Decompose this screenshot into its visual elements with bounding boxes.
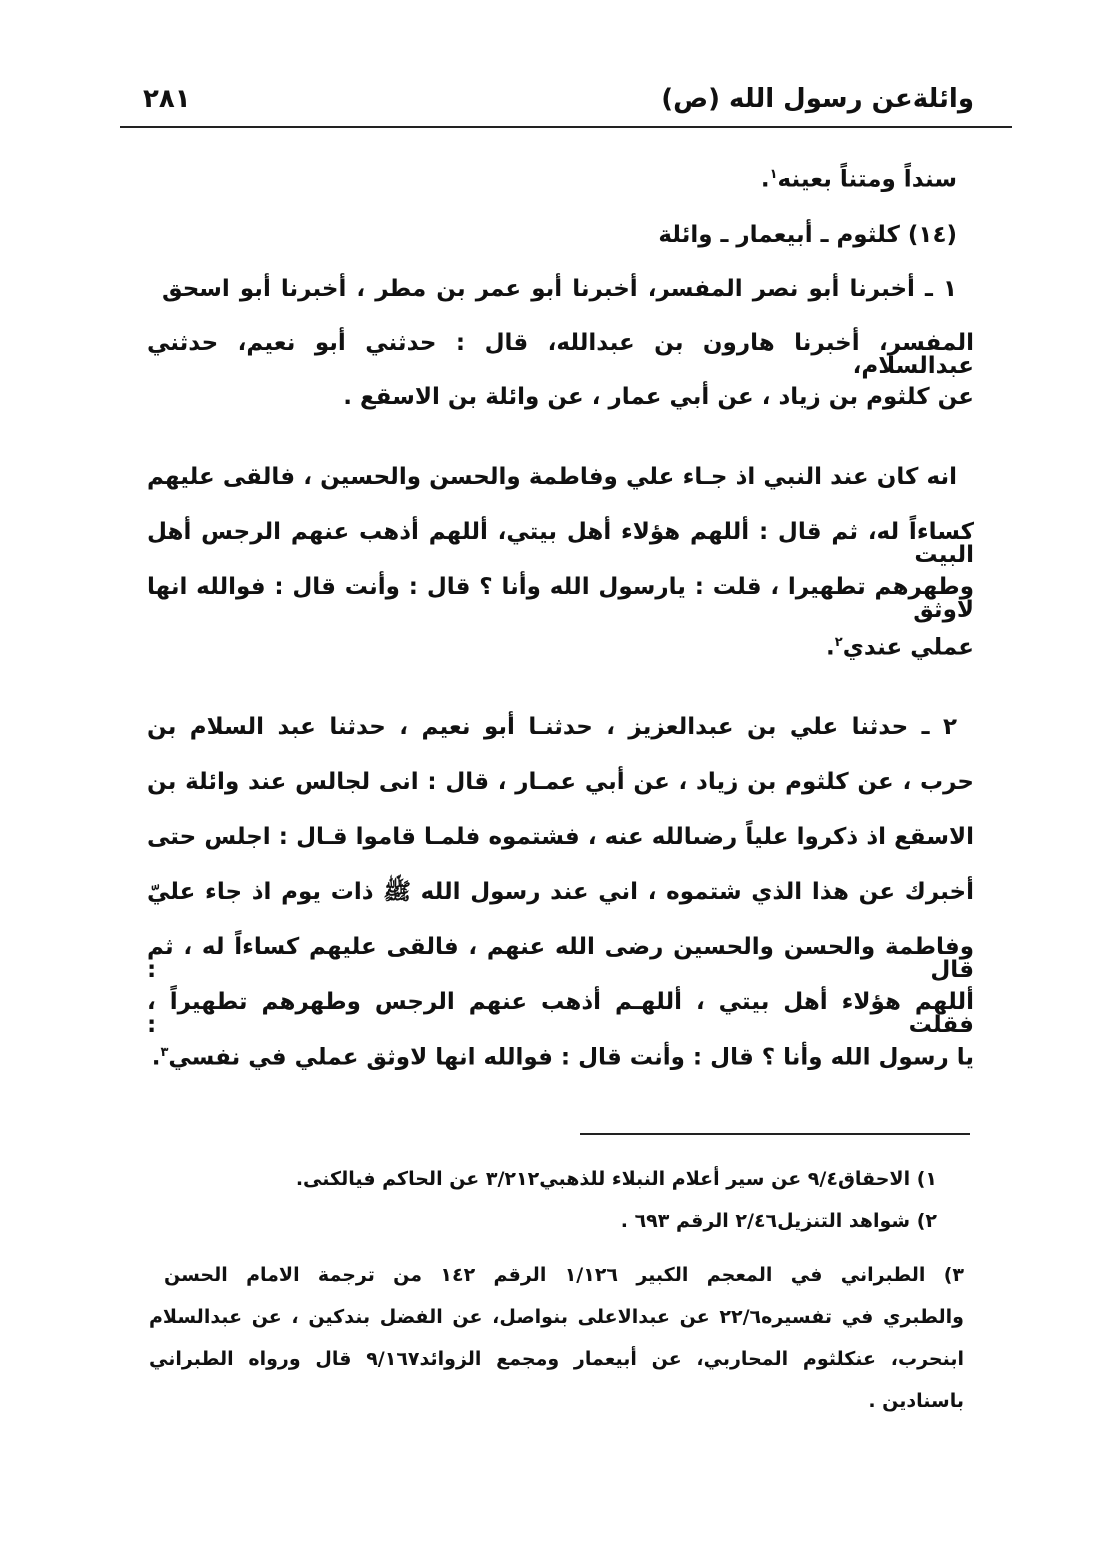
footnote-rule — [580, 1133, 970, 1135]
text-line: أخبرك عن هذا الذي شتموه ، اني عند رسول الله ﷺ ذات يوم اذ جاء عليّ — [147, 879, 974, 905]
line-text: عملي عندي — [842, 634, 974, 661]
text-line: حرب ، عن كلثوم بن زياد ، عن أبي عمـار ، قال : انى لجالس عند وائلة بن — [147, 769, 974, 795]
text-line: وفاطمة والحسن والحسين رضى الله عنهم ، فالقى عليهم كساءاً له ، ثم قال : — [147, 934, 974, 983]
footnote-ref: ٣ — [160, 1045, 169, 1060]
text-line: الاسقع اذ ذكروا علياً رضىالله عنه ، فشتموه فلمـا قاموا قـال : اجلس حتى — [147, 824, 974, 850]
text-line: ٢ ـ حدثنا علي بن عبدالعزيز ، حدثنـا أبو نعيم ، حدثنا عبد السلام بن — [147, 714, 957, 740]
text-line: كساءاً له، ثم قال : أللهم هؤلاء أهل بيتي، أللهم أذهب عنهم الرجس أهل البيت — [147, 519, 974, 568]
footnote: ٣) الطبراني في المعجم الكبير ١/١٢٦ الرقم ١٤٢ من ترجمة الامام الحسن — [164, 1264, 964, 1286]
text-line: ١ ـ أخبرنا أبو نصر المفسر، أخبرنا أبو عمر بن مطر ، أخبرنا أبو اسحق — [162, 276, 957, 302]
footnote: ٢) شواهد التنزيل٢/٤٦ الرقم ٦٩٣ . — [620, 1210, 937, 1232]
line-text: يا رسول الله وأنا ؟ قال : وأنت قال : فوالله انها لاوثق عملي في نفسي — [168, 1044, 974, 1071]
footnote-ref: ١ — [769, 167, 778, 182]
section-heading: (١٤) كلثوم ـ أبيعمار ـ وائلة — [658, 222, 957, 248]
header-title: وائلةعن رسول الله (ص) — [661, 84, 974, 114]
footnote: ابنحرب، عنكلثوم المحاربي، عن أبيعمار ومجمع الزوائد٩/١٦٧ قال ورواه الطبراني — [149, 1348, 965, 1370]
footnote: والطبري في تفسيره٢٢/٦ عن عبدالاعلى بنواصل، عن الفضل بندكين ، عن عبدالسلام — [149, 1306, 964, 1328]
footnote-ref: ٢ — [834, 635, 843, 650]
text-line: وطهرهم تطهيرا ، قلت : يارسول الله وأنا ؟ قال : وأنت قال : فوالله انها لاوثق — [147, 574, 974, 623]
text-line: عملي عندي$^٢$. — [826, 634, 974, 661]
header-rule — [120, 126, 1012, 128]
footnote: ١) الاحقاق٩/٤ عن سير أعلام النبلاء للذهبي٣/٢١٢ عن الحاكم فيالكنى. — [295, 1168, 937, 1190]
page-number: ٢٨١ — [143, 84, 191, 114]
line-text: سنداً ومتناً بعينه — [777, 166, 957, 193]
text-line: المفسر، أخبرنا هارون بن عبدالله، قال : حدثني أبو نعيم، حدثني عبدالسلام، — [147, 330, 974, 379]
footnote: باسنادين . — [868, 1390, 964, 1412]
text-line: أللهم هؤلاء أهل بيتي ، أللهـم أذهب عنهم الرجس وطهرهم تطهيراً ، فقلت : — [147, 989, 974, 1038]
text-line: يا رسول الله وأنا ؟ قال : وأنت قال : فوالله انها لاوثق عملي في نفسي$^٣$. — [151, 1044, 974, 1071]
text-line: عن كلثوم بن زياد ، عن أبي عمار ، عن وائلة بن الاسقع . — [343, 384, 974, 410]
text-line: سنداً ومتناً بعينه$^١$. — [760, 166, 957, 193]
text-line: انه كان عند النبي اذ جـاء علي وفاطمة والحسن والحسين ، فالقى عليهم — [147, 464, 957, 490]
